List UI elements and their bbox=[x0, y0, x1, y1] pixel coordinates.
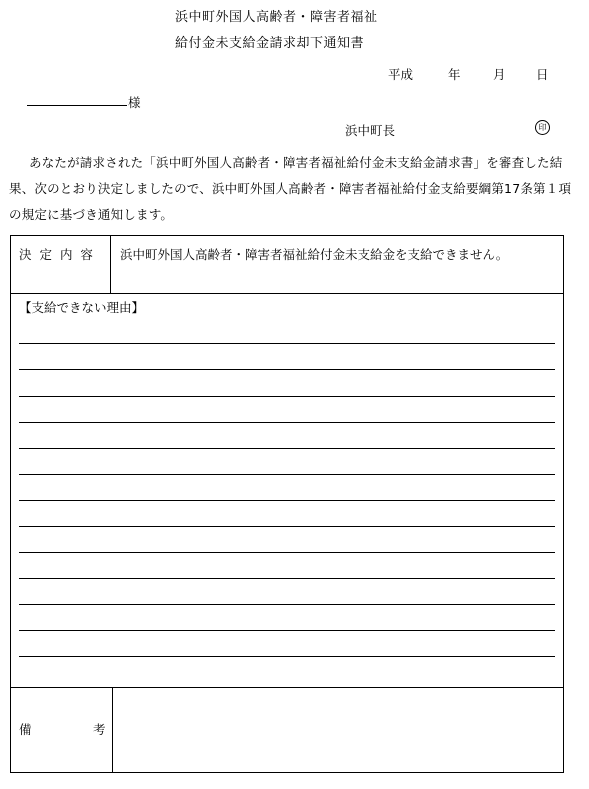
document-title-line-2: 給付金未支給金請求却下通知書 bbox=[175, 36, 365, 51]
remarks-label-first-char: 備 bbox=[19, 722, 32, 737]
ruled-line bbox=[19, 552, 555, 553]
ruled-line bbox=[19, 396, 555, 397]
reason-label: 【支給できない理由】 bbox=[19, 300, 145, 315]
ruled-line bbox=[19, 343, 555, 344]
document-title-line-1: 浜中町外国人高齢者・障害者福祉 bbox=[175, 10, 378, 25]
date-month: 月 bbox=[493, 67, 506, 82]
date-row bbox=[388, 65, 558, 83]
addressee-blank-line bbox=[27, 105, 127, 106]
remarks-label-second-char: 考 bbox=[93, 722, 106, 737]
addressee-honorific: 様 bbox=[128, 95, 141, 110]
decision-label: 決 定 内 容 bbox=[19, 247, 95, 262]
seal-icon: 印 bbox=[535, 120, 550, 135]
ruled-line bbox=[19, 604, 555, 605]
decision-row-divider bbox=[110, 236, 111, 293]
decision-value: 浜中町外国人高齢者・障害者福祉給付金未支給金を支給できません。 bbox=[120, 247, 509, 262]
notice-body-text: あなたが請求された「浜中町外国人高齢者・障害者福祉給付金未支給金請求書」を審査した結果、次のとおり決定しましたので、浜中町外国人高齢者・障害者福祉給付金支給要綱第17条第１項の規定に基づき通知します。 bbox=[9, 155, 572, 222]
remarks-row-divider bbox=[112, 687, 113, 773]
date-era: 平成 bbox=[388, 67, 414, 82]
ruled-line bbox=[19, 448, 555, 449]
ruled-line bbox=[19, 578, 555, 579]
row-separator bbox=[11, 293, 563, 294]
date-year: 年 bbox=[448, 67, 461, 82]
decision-table bbox=[10, 235, 564, 773]
ruled-line bbox=[19, 630, 555, 631]
remarks-content-area bbox=[121, 696, 551, 766]
ruled-line bbox=[19, 500, 555, 501]
date-day: 日 bbox=[536, 67, 549, 82]
ruled-line bbox=[19, 526, 555, 527]
ruled-line bbox=[19, 656, 555, 657]
ruled-line bbox=[19, 474, 555, 475]
ruled-line bbox=[19, 369, 555, 370]
row-separator bbox=[11, 687, 563, 688]
issuer-name: 浜中町長 bbox=[345, 123, 396, 138]
ruled-line bbox=[19, 422, 555, 423]
